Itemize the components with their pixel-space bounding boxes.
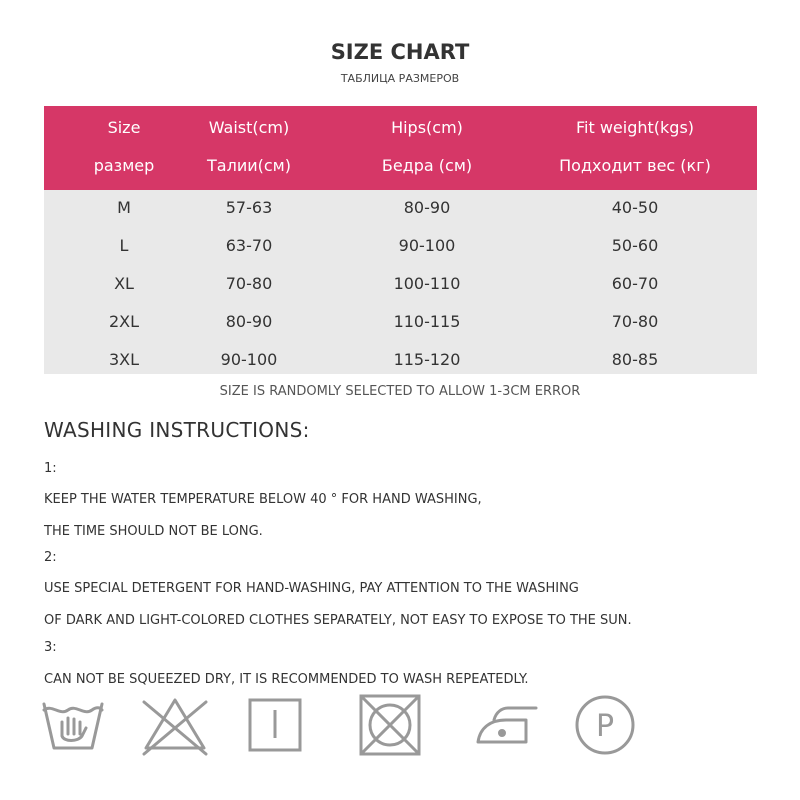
table-cell-weight: 50-60	[611, 236, 659, 255]
washing-line: 3:	[44, 640, 57, 655]
washing-line: KEEP THE WATER TEMPERATURE BELOW 40 ° FOR HAND WASHING,	[44, 492, 482, 507]
table-cell-hips: 90-100	[398, 236, 456, 255]
table-cell-size: 3XL	[108, 350, 140, 369]
table-cell-weight: 40-50	[611, 198, 659, 217]
table-cell-waist: 70-80	[225, 274, 273, 293]
table-cell-size: M	[117, 198, 131, 217]
table-cell-size: XL	[114, 274, 134, 293]
header-hips-en: Hips(cm)	[391, 118, 463, 137]
washing-heading: WASHING INSTRUCTIONS:	[44, 418, 310, 442]
p-letter: P	[595, 709, 615, 744]
washing-line: 1:	[44, 461, 57, 476]
washing-line: 2:	[44, 550, 57, 565]
washing-line: CAN NOT BE SQUEEZED DRY, IT IS RECOMMENDED TO WASH REPEATEDLY.	[44, 672, 529, 687]
header-size-ru: размер	[93, 156, 155, 175]
table-cell-waist: 90-100	[220, 350, 278, 369]
header-hips-ru: Бедра (см)	[381, 156, 473, 175]
size-error-note: SIZE IS RANDOMLY SELECTED TO ALLOW 1-3CM ERROR	[219, 384, 581, 399]
washing-line: OF DARK AND LIGHT-COLORED CLOTHES SEPARATELY, NOT EASY TO EXPOSE TO THE SUN.	[44, 613, 632, 628]
page-subtitle: ТАБЛИЦА РАЗМЕРОВ	[340, 72, 460, 85]
hand-wash-icon	[38, 690, 108, 760]
table-cell-size: 2XL	[108, 312, 140, 331]
table-cell-waist: 63-70	[225, 236, 273, 255]
iron-low-icon	[470, 690, 540, 760]
table-cell-weight: 60-70	[611, 274, 659, 293]
page-title: SIZE CHART	[330, 40, 470, 64]
washing-line: USE SPECIAL DETERGENT FOR HAND-WASHING, PAY ATTENTION TO THE WASHING	[44, 581, 579, 596]
table-header	[44, 106, 757, 190]
table-cell-size: L	[119, 236, 129, 255]
table-cell-hips: 115-120	[393, 350, 461, 369]
table-cell-hips: 80-90	[403, 198, 451, 217]
table-cell-hips: 110-115	[393, 312, 461, 331]
professional-clean-p-icon	[570, 690, 640, 760]
header-waist-en: Waist(cm)	[208, 118, 290, 137]
do-not-bleach-icon	[140, 690, 210, 760]
table-cell-hips: 100-110	[393, 274, 461, 293]
size-chart-table	[44, 106, 757, 374]
table-cell-weight: 70-80	[611, 312, 659, 331]
header-weight-ru: Подходит вес (кг)	[559, 156, 711, 175]
header-weight-en: Fit weight(kgs)	[575, 118, 695, 137]
line-dry-icon	[240, 690, 310, 760]
do-not-tumble-dry-icon	[355, 690, 425, 760]
header-size-en: Size	[107, 118, 141, 137]
table-cell-waist: 80-90	[225, 312, 273, 331]
table-cell-waist: 57-63	[225, 198, 273, 217]
header-waist-ru: Талии(см)	[207, 156, 291, 175]
table-cell-weight: 80-85	[611, 350, 659, 369]
washing-line: THE TIME SHOULD NOT BE LONG.	[44, 524, 263, 539]
care-icons-row	[0, 690, 800, 760]
